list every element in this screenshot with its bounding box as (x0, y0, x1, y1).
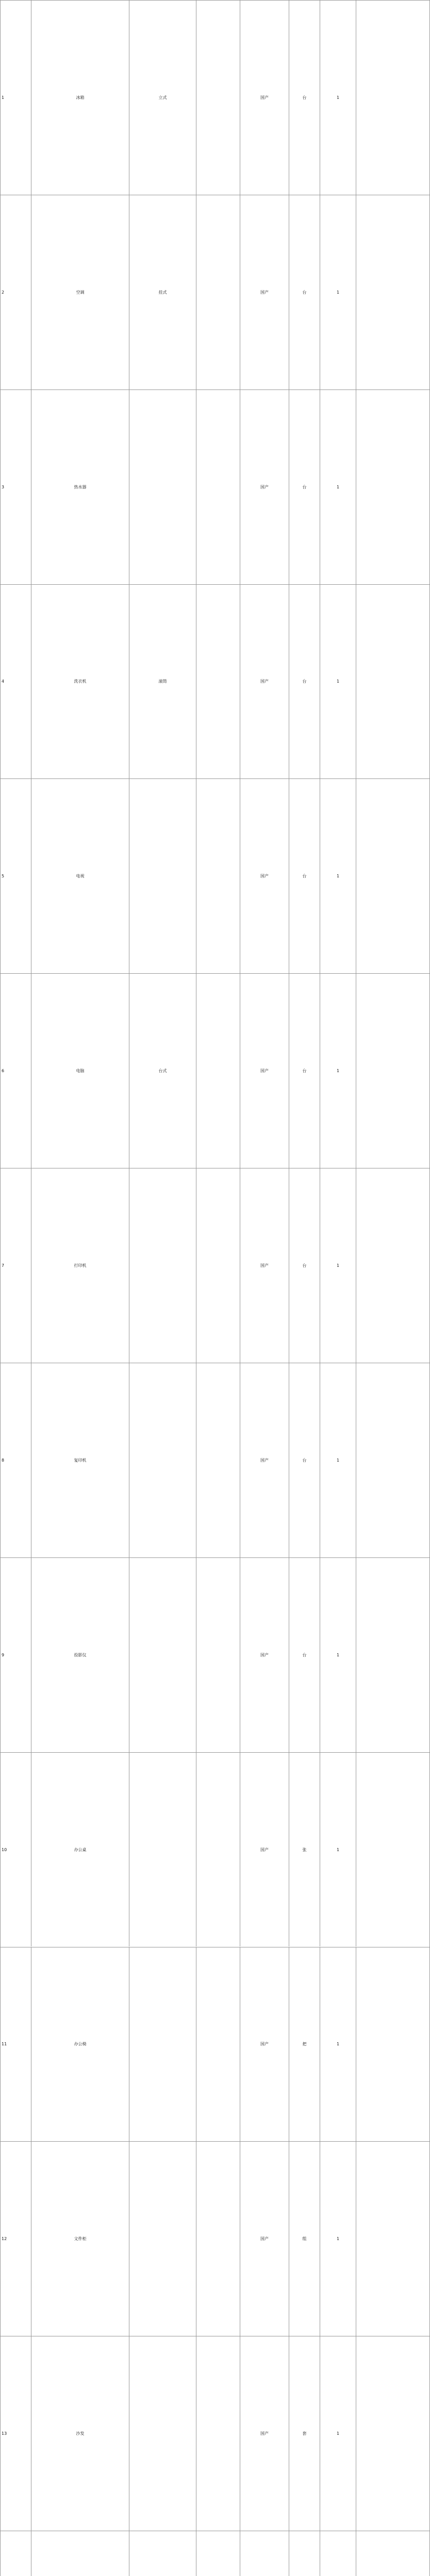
row-quantity: 1 (320, 779, 356, 973)
row-quantity: 1 (320, 1363, 356, 1557)
row-origin: 国产 (240, 779, 289, 973)
row-name: 投影仪 (31, 1558, 129, 1752)
row-spec (129, 1168, 196, 1363)
row-quantity: 1 (320, 974, 356, 1168)
table-row (1, 195, 430, 389)
row-price (356, 779, 430, 973)
row-price (356, 1558, 430, 1752)
row-origin: 国产 (240, 1168, 289, 1363)
row-name: 热水器 (31, 390, 129, 584)
row-index: 1 (1, 1, 31, 195)
row-unit: 张 (289, 1753, 320, 1947)
row-unit: 把 (289, 1947, 320, 2142)
row-origin: 国产 (240, 974, 289, 1168)
row-spec (129, 1947, 196, 2142)
row-measure (196, 585, 240, 779)
table-row (1, 973, 430, 1168)
row-spec (129, 390, 196, 584)
row-index: 2 (1, 195, 31, 389)
row-unit: 台 (289, 779, 320, 973)
row-origin: 国产 (240, 1558, 289, 1752)
table-row (1, 389, 430, 584)
row-origin: 国产 (240, 2336, 289, 2531)
table-row (1, 1363, 430, 1557)
row-index: 9 (1, 1558, 31, 1752)
row-origin: 国产 (240, 585, 289, 779)
table-row (1, 584, 430, 779)
row-measure (196, 1947, 240, 2142)
row-origin: 国产 (240, 195, 289, 389)
row-measure (196, 1753, 240, 1947)
table-row (1, 1557, 430, 1752)
row-index: 11 (1, 1947, 31, 2142)
row-index: 13 (1, 2336, 31, 2531)
row-price (356, 1753, 430, 1947)
row-spec: 立式 (129, 1, 196, 195)
row-quantity: 1 (320, 1558, 356, 1752)
row-name: 办公桌 (31, 1753, 129, 1947)
row-measure (196, 1168, 240, 1363)
row-unit: 台 (289, 1168, 320, 1363)
row-unit: 台 (289, 390, 320, 584)
row-measure (196, 779, 240, 973)
row-quantity: 1 (320, 585, 356, 779)
row-unit: 台 (289, 1558, 320, 1752)
row-spec (129, 1753, 196, 1947)
row-index: 5 (1, 779, 31, 973)
table-row (1, 1947, 430, 2142)
row-spec: 挂式 (129, 195, 196, 389)
row-name: 电脑 (31, 974, 129, 1168)
row-unit: 台 (289, 1363, 320, 1557)
row-spec: 滚筒 (129, 585, 196, 779)
row-measure (196, 195, 240, 389)
row-origin: 国产 (240, 390, 289, 584)
row-origin: 国产 (240, 1947, 289, 2142)
row-quantity: 1 (320, 1947, 356, 2142)
row-quantity: 1 (320, 195, 356, 389)
row-index: 4 (1, 585, 31, 779)
row-price (356, 2336, 430, 2531)
row-index (1, 2531, 31, 2576)
row-index: 7 (1, 1168, 31, 1363)
row-price (356, 974, 430, 1168)
row-name (31, 2531, 129, 2576)
row-price (356, 1363, 430, 1557)
row-spec (129, 2142, 196, 2336)
row-unit: 组 (289, 2142, 320, 2336)
row-name: 复印机 (31, 1363, 129, 1557)
row-quantity: 1 (320, 1753, 356, 1947)
row-spec (129, 2531, 196, 2576)
row-quantity: 1 (320, 1, 356, 195)
row-unit: 套 (289, 2336, 320, 2531)
row-unit (289, 2531, 320, 2576)
row-name: 洗衣机 (31, 585, 129, 779)
table-row (1, 2141, 430, 2336)
row-index: 3 (1, 390, 31, 584)
row-unit: 台 (289, 974, 320, 1168)
row-index: 12 (1, 2142, 31, 2336)
row-origin: 国产 (240, 1363, 289, 1557)
row-origin: 国产 (240, 1753, 289, 1947)
row-price (356, 1, 430, 195)
row-unit: 台 (289, 585, 320, 779)
row-index: 6 (1, 974, 31, 1168)
row-spec (129, 2336, 196, 2531)
row-name: 打印机 (31, 1168, 129, 1363)
row-spec: 台式 (129, 974, 196, 1168)
row-measure (196, 1, 240, 195)
row-index: 10 (1, 1753, 31, 1947)
table-row (1, 2531, 430, 2576)
row-price (356, 2142, 430, 2336)
table-row (1, 778, 430, 973)
row-origin: 国产 (240, 1, 289, 195)
table-row (1, 2336, 430, 2531)
row-unit: 台 (289, 195, 320, 389)
row-quantity: 1 (320, 390, 356, 584)
row-origin: 国产 (240, 2142, 289, 2336)
row-quantity: 1 (320, 2336, 356, 2531)
row-price (356, 1168, 430, 1363)
table-row (1, 1168, 430, 1363)
row-measure (196, 2531, 240, 2576)
row-price (356, 195, 430, 389)
row-index: 8 (1, 1363, 31, 1557)
row-measure (196, 1558, 240, 1752)
row-name: 冰箱 (31, 1, 129, 195)
row-spec (129, 779, 196, 973)
row-unit: 台 (289, 1, 320, 195)
row-measure (196, 2336, 240, 2531)
row-price (356, 390, 430, 584)
row-origin (240, 2531, 289, 2576)
row-name: 电视 (31, 779, 129, 973)
row-spec (129, 1558, 196, 1752)
row-name: 沙发 (31, 2336, 129, 2531)
row-price (356, 1947, 430, 2142)
row-name: 空调 (31, 195, 129, 389)
row-measure (196, 390, 240, 584)
row-name: 办公椅 (31, 1947, 129, 2142)
row-price (356, 585, 430, 779)
row-name: 文件柜 (31, 2142, 129, 2336)
row-measure (196, 1363, 240, 1557)
row-measure (196, 974, 240, 1168)
row-quantity: 1 (320, 1168, 356, 1363)
row-quantity (320, 2531, 356, 2576)
table-row (1, 0, 430, 195)
row-measure (196, 2142, 240, 2336)
row-quantity: 1 (320, 2142, 356, 2336)
row-price (356, 2531, 430, 2576)
table-row (1, 1752, 430, 1947)
row-spec (129, 1363, 196, 1557)
